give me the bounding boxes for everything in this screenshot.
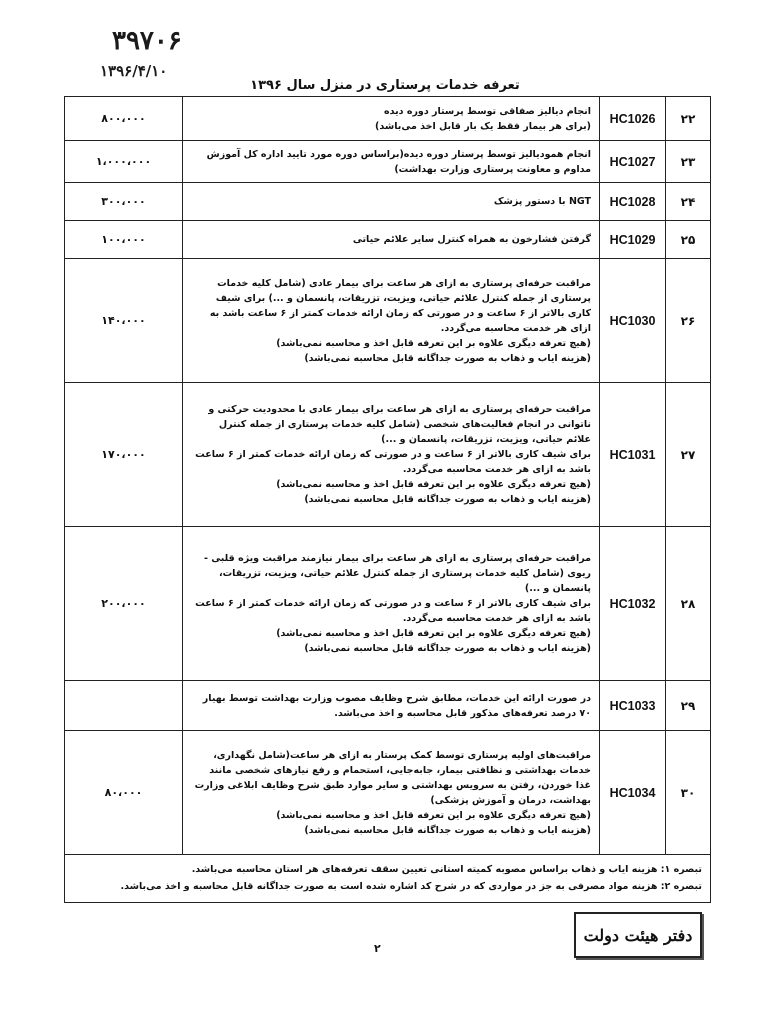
description-line: باشد به ازای هر خدمت محاسبه می‌گردد. [402, 613, 591, 624]
row-number-cell: ۲۲ [666, 97, 711, 141]
description-line: (هزینه ایاب و ذهاب به صورت جداگانه قابل محاسبه نمی‌باشد) [304, 824, 591, 836]
price-cell: ۸۰۰،۰۰۰ [65, 97, 183, 141]
description-line: خدمات بهداشتی و نظافتی بیمار، جابه‌جایی، استحمام و رفع نیازهای شخصی مانند [209, 764, 591, 776]
description-line: (هزینه ایاب و ذهاب به صورت جداگانه قابل محاسبه نمی‌باشد) [304, 352, 591, 364]
description-line: انجام دیالیز صفاقی توسط پرستار دوره دیده [384, 105, 591, 117]
service-code-cell: HC1031 [600, 383, 666, 527]
description-line: غذا خوردن، رفتن به سرویس بهداشتی و سایر موارد طبق شرح وظایف ابلاغی وزارت [194, 779, 591, 791]
description-line: پرستاری از جمله کنترل علائم حیاتی، ویزیت، تزریقات، پانسمان و ...) برای شیف [215, 292, 591, 304]
description-line: در صورت ارائه این خدمات، مطابق شرح وظایف مصوب وزارت بهداشت توسط بهیار [202, 692, 591, 704]
tariff-table-body [65, 97, 711, 903]
description-line: پانسمان و ...) [524, 583, 591, 594]
price-cell [65, 681, 183, 731]
row-number-cell: ۲۷ [666, 383, 711, 527]
price-cell: ۳۰۰،۰۰۰ [65, 183, 183, 221]
description-cell [183, 731, 600, 855]
table-row [65, 183, 711, 221]
handwritten-date: ۱۳۹۶/۴/۱۰ [100, 62, 168, 80]
description-line: بهداشت، درمان و آموزش پزشکی) [430, 794, 591, 806]
description-line: گرفتن فشارخون به همراه کنترل سایر علائم حیاتی [352, 234, 591, 245]
table-row [65, 259, 711, 383]
description-cell [183, 527, 600, 681]
row-number-cell: ۲۸ [666, 527, 711, 681]
table-row [65, 731, 711, 855]
handwritten-reference-number: ۳۹۷۰۶ [112, 26, 182, 56]
description-line: (برای هر بیمار فقط یک بار قابل اخذ می‌باشد) [375, 120, 591, 132]
description-line: مداوم و معاونت پرستاری وزارت بهداشت) [394, 163, 591, 175]
table-row [65, 221, 711, 259]
description-line: کاری بالاتر از ۶ ساعت و در صورتی که زمان ارائه خدمات کمتر از ۶ ساعت باشد به [209, 307, 591, 319]
description-line: (هزینه ایاب و ذهاب به صورت جداگانه قابل محاسبه نمی‌باشد) [304, 494, 591, 505]
description-line: (هیچ تعرفه دیگری علاوه بر این تعرفه قابل اخذ و محاسبه نمی‌باشد) [276, 809, 591, 821]
description-line: ریوی (شامل کلیه خدمات پرستاری از جمله کنترل علائم حیاتی، ویزیت، تزریقات، [218, 568, 591, 579]
description-line: ازای هر خدمت محاسبه می‌گردد. [440, 322, 591, 334]
description-cell [183, 259, 600, 383]
service-code-cell: HC1032 [600, 527, 666, 681]
table-row [65, 527, 711, 681]
note-line: تبصره ۱: هزینه ایاب و ذهاب براساس مصوبه کمیته استانی تعیین سقف تعرفه‌های هر استان محاسبه می‌باشد. [191, 863, 702, 875]
price-cell: ۱،۰۰۰،۰۰۰ [65, 141, 183, 183]
page-number: ۲ [374, 942, 381, 955]
description-line: مراقبت‌های اولیه پرستاری توسط کمک پرستار به ازای هر ساعت(شامل نگهداری، [213, 749, 591, 761]
office-stamp [574, 912, 702, 958]
description-line: مراقبت حرفه‌ای پرستاری به ازای هر ساعت برای بیمار عادی (شامل کلیه خدمات [217, 277, 591, 289]
table-row [65, 383, 711, 527]
description-line: (هیچ تعرفه دیگری علاوه بر این تعرفه قابل اخذ و محاسبه نمی‌باشد) [276, 337, 591, 349]
description-cell [183, 681, 600, 731]
notes-cell [65, 855, 711, 903]
description-line: (هیچ تعرفه دیگری علاوه بر این تعرفه قابل اخذ و محاسبه نمی‌باشد) [276, 479, 591, 490]
service-code-cell: HC1028 [600, 183, 666, 221]
table-row [65, 681, 711, 731]
description-cell [183, 141, 600, 183]
description-cell [183, 97, 600, 141]
price-cell: ۱۴۰،۰۰۰ [65, 259, 183, 383]
description-line: (هزینه ایاب و ذهاب به صورت جداگانه قابل محاسبه نمی‌باشد) [304, 643, 591, 654]
stamp-text: دفتر هیئت دولت [583, 925, 693, 945]
row-number-cell: ۳۰ [666, 731, 711, 855]
service-code-cell: HC1026 [600, 97, 666, 141]
description-cell [183, 183, 600, 221]
description-line: مراقبت حرفه‌ای پرستاری به ازای هر ساعت برای بیمار نیازمند مراقبت ویژه قلبی - [203, 553, 591, 564]
price-cell: ۱۰۰،۰۰۰ [65, 221, 183, 259]
price-cell: ۸۰،۰۰۰ [65, 731, 183, 855]
description-line: ناتوانی در انجام فعالیت‌های شخصی (شامل کلیه خدمات پرستاری از جمله کنترل [218, 419, 591, 430]
table-row [65, 141, 711, 183]
description-line: برای شیف کاری بالاتر از ۶ ساعت و در صورتی که زمان ارائه خدمات کمتر از ۶ ساعت [195, 598, 591, 609]
row-number-cell: ۲۶ [666, 259, 711, 383]
tariff-table [64, 96, 711, 902]
description-line: مراقبت حرفه‌ای پرستاری به ازای هر ساعت برای بیمار عادی با محدودیت حرکتی و [208, 404, 591, 415]
description-line: برای شیف کاری بالاتر از ۶ ساعت و در صورتی که زمان ارائه خدمات کمتر از ۶ ساعت [195, 449, 591, 460]
service-code-cell: HC1029 [600, 221, 666, 259]
description-line: ۷۰ درصد تعرفه‌های مذکور قابل محاسبه و اخذ می‌باشد. [334, 707, 591, 719]
description-line: علائم حیاتی، ویزیت، تزریقات، پانسمان و ...) [381, 434, 591, 445]
note-line: تبصره ۲: هزینه مواد مصرفی به جز در مواردی که در شرح کد اشاره شده است به صورت جداگانه قابل محاسبه و اخذ می‌باشد. [120, 880, 702, 892]
document-title: تعرفه خدمات پرستاری در منزل سال ۱۳۹۶ [250, 78, 520, 93]
description-line: انجام همودیالیز توسط پرستار دوره دیده(براساس دوره مورد تایید اداره کل آموزش [206, 148, 591, 160]
description-line: (هیچ تعرفه دیگری علاوه بر این تعرفه قابل اخذ و محاسبه نمی‌باشد) [276, 628, 591, 639]
description-cell [183, 221, 600, 259]
service-code-cell: HC1027 [600, 141, 666, 183]
service-code-cell: HC1034 [600, 731, 666, 855]
row-number-cell: ۲۹ [666, 681, 711, 731]
description-line: NGT با دستور پزشک [493, 196, 591, 207]
service-code-cell: HC1033 [600, 681, 666, 731]
price-cell: ۱۷۰،۰۰۰ [65, 383, 183, 527]
price-cell: ۲۰۰،۰۰۰ [65, 527, 183, 681]
description-line: باشد به ازای هر خدمت محاسبه می‌گردد. [402, 464, 591, 475]
row-number-cell: ۲۵ [666, 221, 711, 259]
row-number-cell: ۲۴ [666, 183, 711, 221]
notes-row [65, 855, 711, 903]
service-code-cell: HC1030 [600, 259, 666, 383]
description-cell [183, 383, 600, 527]
row-number-cell: ۲۳ [666, 141, 711, 183]
table-row [65, 97, 711, 141]
